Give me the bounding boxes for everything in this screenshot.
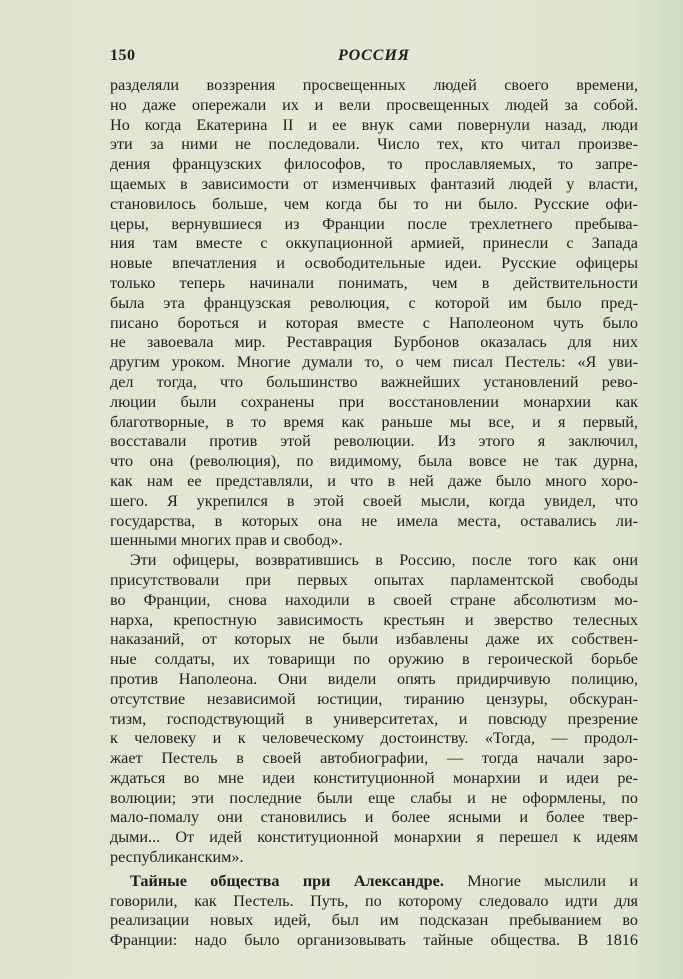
text-line: как нам ее представляли, и что в ней даже было много хоро- [110, 471, 638, 490]
page-number: 150 [110, 47, 136, 64]
text-line: ния там вместе с оккупационной армией, принесли с Запада [110, 234, 638, 253]
text-line: шего. Я укрепился в этой своей мысли, когда увидел, что [110, 491, 638, 510]
paragraph-2 [110, 551, 638, 868]
text-line: только теперь начинали понимать, чем в действительности [110, 273, 638, 292]
text-line: новые впечатления и освободительные идеи. Русские офицеры [110, 254, 638, 273]
text-line: дения французских философов, то прославляемых, то запре- [110, 155, 638, 174]
text-line: становилось больше, чем когда бы то ни было. Русские офи- [110, 194, 638, 213]
text-line: Эти офицеры, возвратившись в Россию, после того как они [130, 551, 638, 570]
text-line: не завоевала мир. Реставрация Бурбонов оказалась для них [110, 333, 638, 352]
text-line: другим уроком. Многие думали то, о чем писал Пестель: «Я уви- [110, 353, 638, 372]
text-line: реализации новых идей, был им подсказан пребыванием во [110, 911, 638, 930]
text-line: но даже опережали их и вели просвещенных людей за собой. [110, 95, 638, 114]
text-line: эти за ними не последовали. Число тех, кто читал произве- [110, 135, 638, 154]
text-line: государства, в которых она не имела места, оставались ли- [110, 511, 638, 530]
paragraph-3 [110, 872, 638, 951]
text-line: тизм, господствующий в университетах, и повсюду презрение [110, 709, 638, 728]
page-header [110, 47, 638, 69]
text-line: Но когда Екатерина II и ее внук сами повернули назад, люди [110, 115, 638, 134]
text-line: писано бороться и которая вместе с Наполеоном чуть было [110, 313, 638, 332]
text-line: ные солдаты, их товарищи по оружию в героической борьбе [110, 650, 638, 669]
text-line: отсутствие независимой юстиции, тиранию цензуры, обскуран- [110, 689, 638, 708]
text-line: против Наполеона. Они видели опять придирчивую полицию, [110, 669, 638, 688]
text-line: дыми... От идей конституционной монархии я перешел к идеям [110, 828, 638, 847]
text-line: во Франции, снова находили в своей стране абсолютизм мо- [110, 590, 638, 609]
text-line: Франции: надо было организовывать тайные общества. В 1816 [110, 931, 638, 950]
text-line: нарха, крепостную зависимость крестьян и зверство телесных [110, 610, 638, 629]
paragraph-1 [110, 76, 638, 551]
text-line [110, 872, 638, 892]
text-line: церы, вернувшиеся из Франции после трехлетнего пребыва- [110, 214, 638, 233]
text-line: щаемых в зависимости от изменчивых фантазий людей у власти, [110, 174, 638, 193]
text-line: была эта французская революция, с которой им было пред- [110, 293, 638, 312]
text-line: присутствовали при первых опытах парламентской свободы [110, 570, 638, 589]
text-line: говорили, как Пестель. Путь, по которому следовало идти для [110, 891, 638, 910]
section-heading: Тайные общества при Александре. [130, 871, 444, 890]
text-line: жает Пестель в своей автобиографии, — тогда начали заро- [110, 749, 638, 768]
text-line: что она (революция), по видимому, была вовсе не так дурна, [110, 452, 638, 471]
text-line: мало-помалу они становились и более ясными и более твер- [110, 808, 638, 827]
text-line: разделяли воззрения просвещенных людей своего времени, [110, 76, 638, 94]
text-line: к человеку и к человеческому достоинству. «Тогда, — продол- [110, 729, 638, 748]
body-text [110, 76, 638, 951]
text-line: благотворные, в то время как раньше мы все, и я первый, [110, 412, 638, 431]
text-line: ждаться во мне идеи конституционной монархии и идеи ре- [110, 768, 638, 787]
text-line: наказаний, от которых не были избавлены даже их собствен- [110, 630, 638, 649]
running-head: РОССИЯ [338, 47, 410, 64]
text-line: волюции; эти последние были еще слабы и не оформлены, по [110, 788, 638, 807]
text-line: восставали против этой революции. Из этого я заключил, [110, 432, 638, 451]
text-run: Многие мыслили и [443, 871, 638, 890]
text-line: шенными многих прав и свобод». [110, 531, 343, 550]
text-line: дел тогда, что большинство важнейших установлений рево- [110, 372, 638, 391]
text-line: люции были сохранены при восстановлении монархии как [110, 392, 638, 411]
text-line: республиканским». [110, 848, 244, 867]
